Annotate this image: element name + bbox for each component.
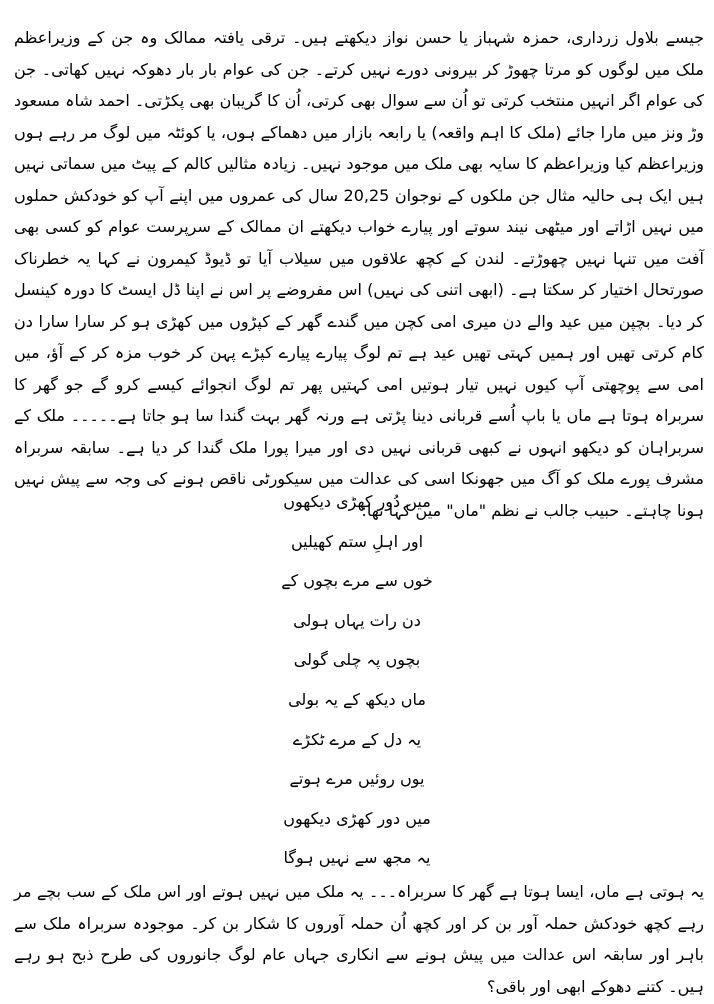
poem-line: دن رات یہاں ہولی — [293, 610, 421, 630]
poem-line: یہ مجھ سے نہیں ہوگا — [283, 848, 431, 868]
poem-line: ماں دیکھ کے یہ بولی — [288, 689, 426, 709]
article-paragraph-opening: جیسے بلاول زرداری، حمزہ شہباز یا حسن نواز دیکھتے ہیں۔ ترقی یافتہ ممالک وہ جن کے وزیراعظم ملک میں لوگوں کو مرتا چھوڑ کر بیرونی دورے نہیں کرتے۔ جن کی عوام بار بار دھوکہ نہیں کھاتی۔ جن کی عوام اگر انہیں منتخب کرتی تو اُن سے سوال بھی کرتی، اُن کا گریبان بھی پکڑتی۔ احمد شاہ مسعود وڑ ونز میں مارا جائے (ملک کا اہم واقعہ) یا رابعہ بازار میں دھماکے ہوں، یا کوئٹہ میں لوگ مر رہے ہوں وزیراعظم کیا وزیراعظم کا سایہ بھی ملک میں موجود نہیں۔ زیادہ مثالیں کالم کے پیٹ میں سماتی نہیں ہیں ایک ہی حالیہ مثال جن ملکوں کے نوجوان 20,25 سال کی عمروں میں اپنے آپ کو خودکش حملوں میں نہیں اڑاتے اور میٹھی نیند سوتے اور پیارے خواب دیکھتے ان ممالک کے سرپرست عوام کو کسی بھی آفت میں تنہا نہیں چھوڑتے۔ لندن کے کچھ علاقوں میں سیلاب آیا تو ڈیوڈ کیمرون نے کہا یہ خطرناک صورتحال اختیار کر سکتا ہے۔ (ابھی اتنی کی نہیں) اس مفروضے پر اس نے اپنا ڈل ایسٹ کا دورہ کینسل کر دیا۔ بچپن میں عید والے دن میری امی کچن میں گندے گھر کے کپڑوں میں کھڑی ہو کر سارا سارا دن کام کرتی تھیں اور ہمیں کہتی تھیں عید ہے تم لوگ پیارے پیارے کپڑے پہن کر خوب مزہ کر کے آؤ، میں امی سے پوچھتی آپ کیوں نہیں تیار ہوتیں امی کہتیں پھر تم لوگ انجوائے کیسے کرو گے جو گھر کا سربراہ ہوتا ہے ماں یا باپ اُسے قربانی دینا پڑتی ہے ورنہ گھر بہت گندا سا ہو جاتا ہے۔۔۔۔۔ ملک کے سربراہان کو دیکھو انہوں نے کبھی قربانی نہیں دی اور میرا پورا ملک گندا کر دیا ہے۔ سابقہ سربراہ مشرف پورے ملک کو آگ میں جھونکا اسی کی عدالت میں سیکورٹی ناقص ہونے کی وجہ سے پیش نہیں ہونا چاہتے۔ حبیب جالب نے نظم "ماں" میں کہا تھا: — [14, 28, 705, 520]
poem-line: یہ دل کے مرے ٹکڑے — [292, 729, 422, 749]
poem-line: میں دور کھڑی دیکھوں — [283, 808, 431, 828]
poem-line: بچوں پہ چلی گولی — [293, 650, 421, 670]
poem-line: میں دُور کھڑی دیکھوں — [283, 492, 431, 511]
poem-line: یوں روئیں مرے ہوتے — [289, 769, 425, 789]
poem-line: اور اہلِ ستم کھیلیں — [290, 531, 424, 551]
poem-maan — [0, 482, 714, 878]
poem-line: خوں سے مرے بچوں کے — [281, 571, 433, 591]
article-paragraph-closing: یہ ہوتی ہے ماں، ایسا ہوتا ہے گھر کا سربراہ۔۔۔ یہ ملک میں نہیں ہوتے اور اس ملک کے سب بچے مر رہے کچھ خودکش حملہ آور بن کر اور کچھ اُن حملہ آوروں کا شکار بن کر۔ موجودہ سربراہ ملک سے باہر اور سابقہ اس عدالت میں پیش ہونے سے انکاری جہاں عام لوگ جانوروں کی طرح ذبح ہو رہے ہیں۔ کتنے دھوکے ابھی اور باقی؟ — [14, 882, 704, 996]
